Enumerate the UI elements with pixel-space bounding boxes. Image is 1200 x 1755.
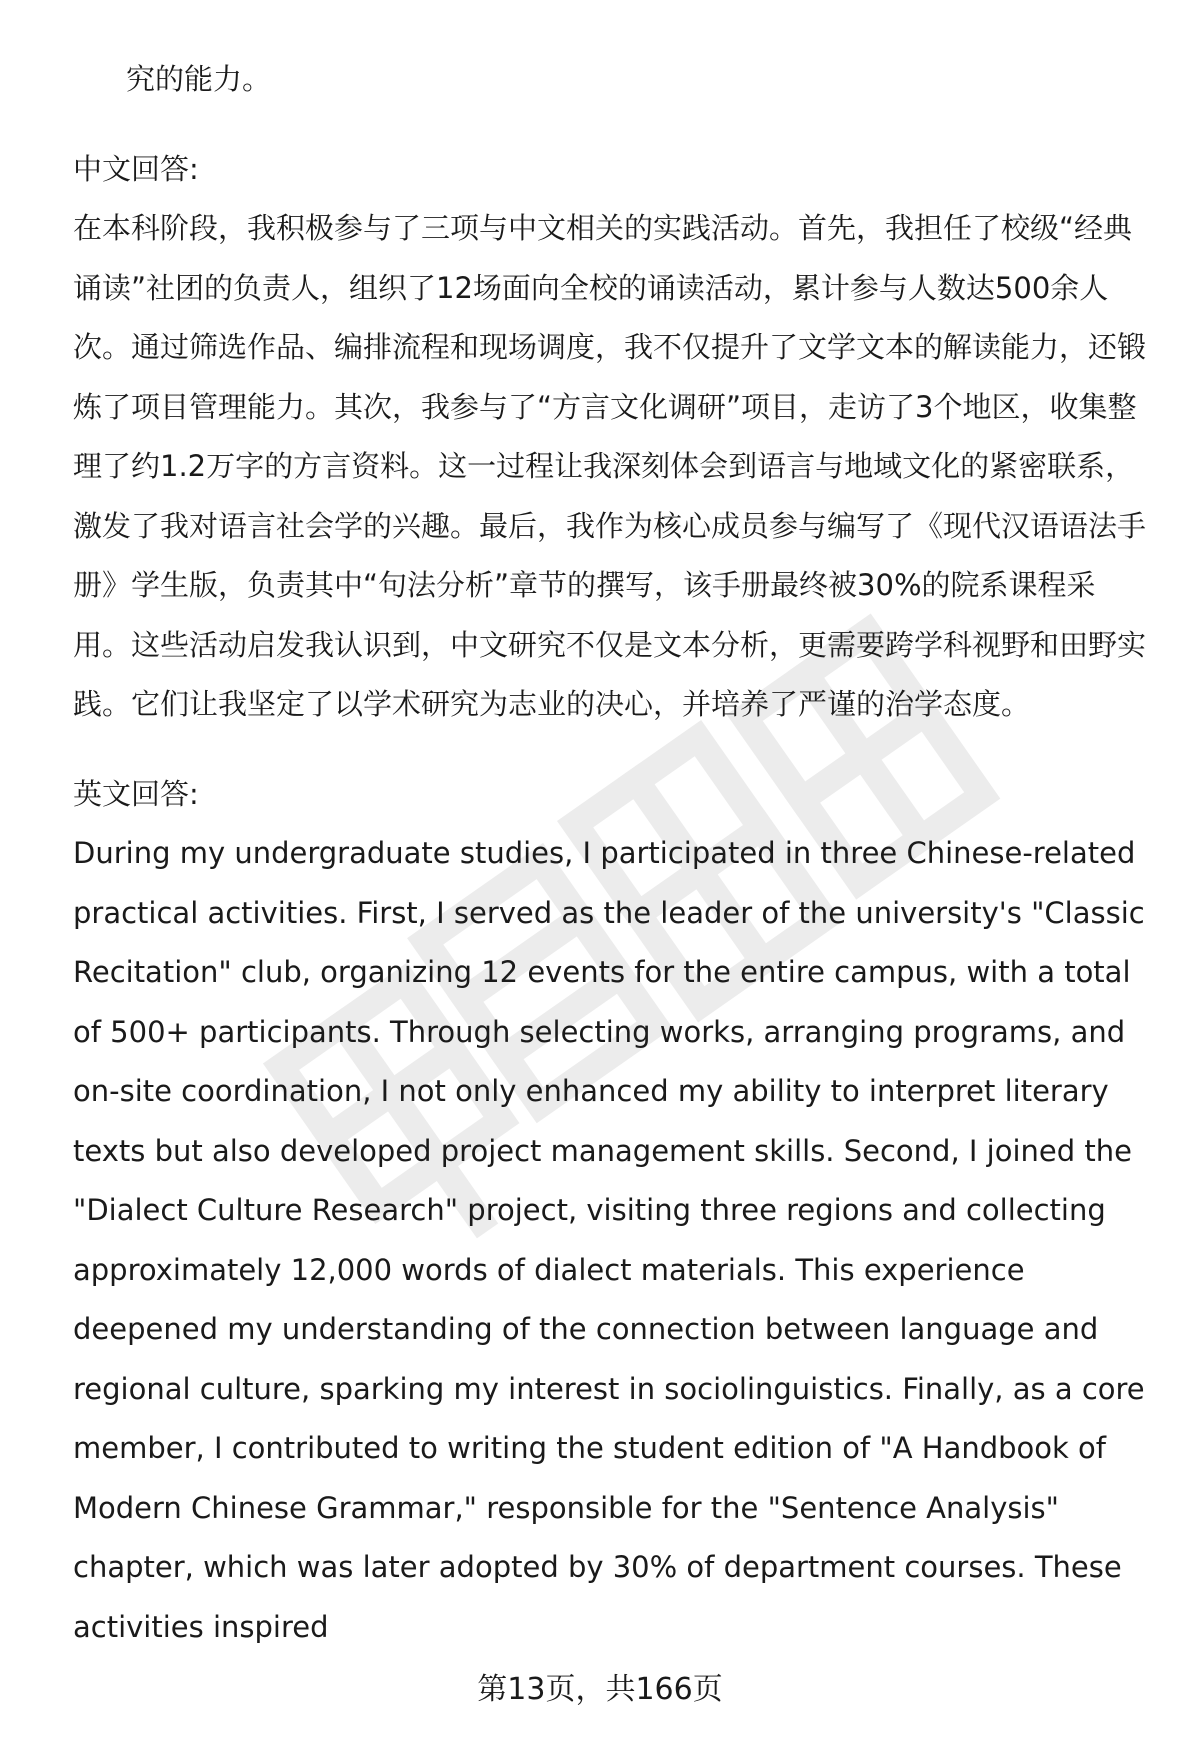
- page-footer: 第13页，共166页: [477, 1672, 723, 1707]
- chinese-answer-label: 中文回答:: [73, 151, 199, 186]
- document-body: [73, 50, 1153, 1657]
- english-answer-paragraph: During my undergraduate studies, I participated in three Chinese-related practical activities. First, I served as the leader of the university's "Classic Recitation" club, organizing 12 events for the entire campus, with a total of 500+ participants. Through selecting works, arranging programs, and on-site coordination, I not only enhanced my ability to interpret literary texts but also developed project management skills. Second, I joined the "Dialect Culture Research" project, visiting three regions and collecting approximately 12,000 words of dialect materials. This experience deepened my understanding of the connection between language and regional culture, sparking my interest in sociolinguistics. Finally, as a core member, I contributed to writing the student edition of "A Handbook of Modern Chinese Grammar," responsible for the "Sentence Analysis" chapter, which was later adopted by 30% of department courses. These activities inspired: [73, 836, 1145, 1644]
- chinese-answer-paragraph: 在本科阶段，我积极参与了三项与中文相关的实践活动。首先，我担任了校级“经典诵读”社团的负责人，组织了12场面向全校的诵读活动，累计参与人数达500余人次。通过筛选作品、编排流程和现场调度，我不仅提升了文学文本的解读能力，还锻炼了项目管理能力。其次，我参与了“方言文化调研”项目，走访了3个地区，收集整理了约1.2万字的方言资料。这一过程让我深刻体会到语言与地域文化的紧密联系，激发了我对语言社会学的兴趣。最后，我作为核心成员参与编写了《现代汉语语法手册》学生版，负责其中“句法分析”章节的撰写，该手册最终被30%的院系课程采用。这些活动启发我认识到，中文研究不仅是文本分析，更需要跨学科视野和田野实践。它们让我坚定了以学术研究为志业的决心，并培养了严谨的治学态度。: [73, 211, 1147, 721]
- carryover-line: 究的能力。: [126, 62, 272, 96]
- english-answer-label: 英文回答:: [73, 776, 199, 811]
